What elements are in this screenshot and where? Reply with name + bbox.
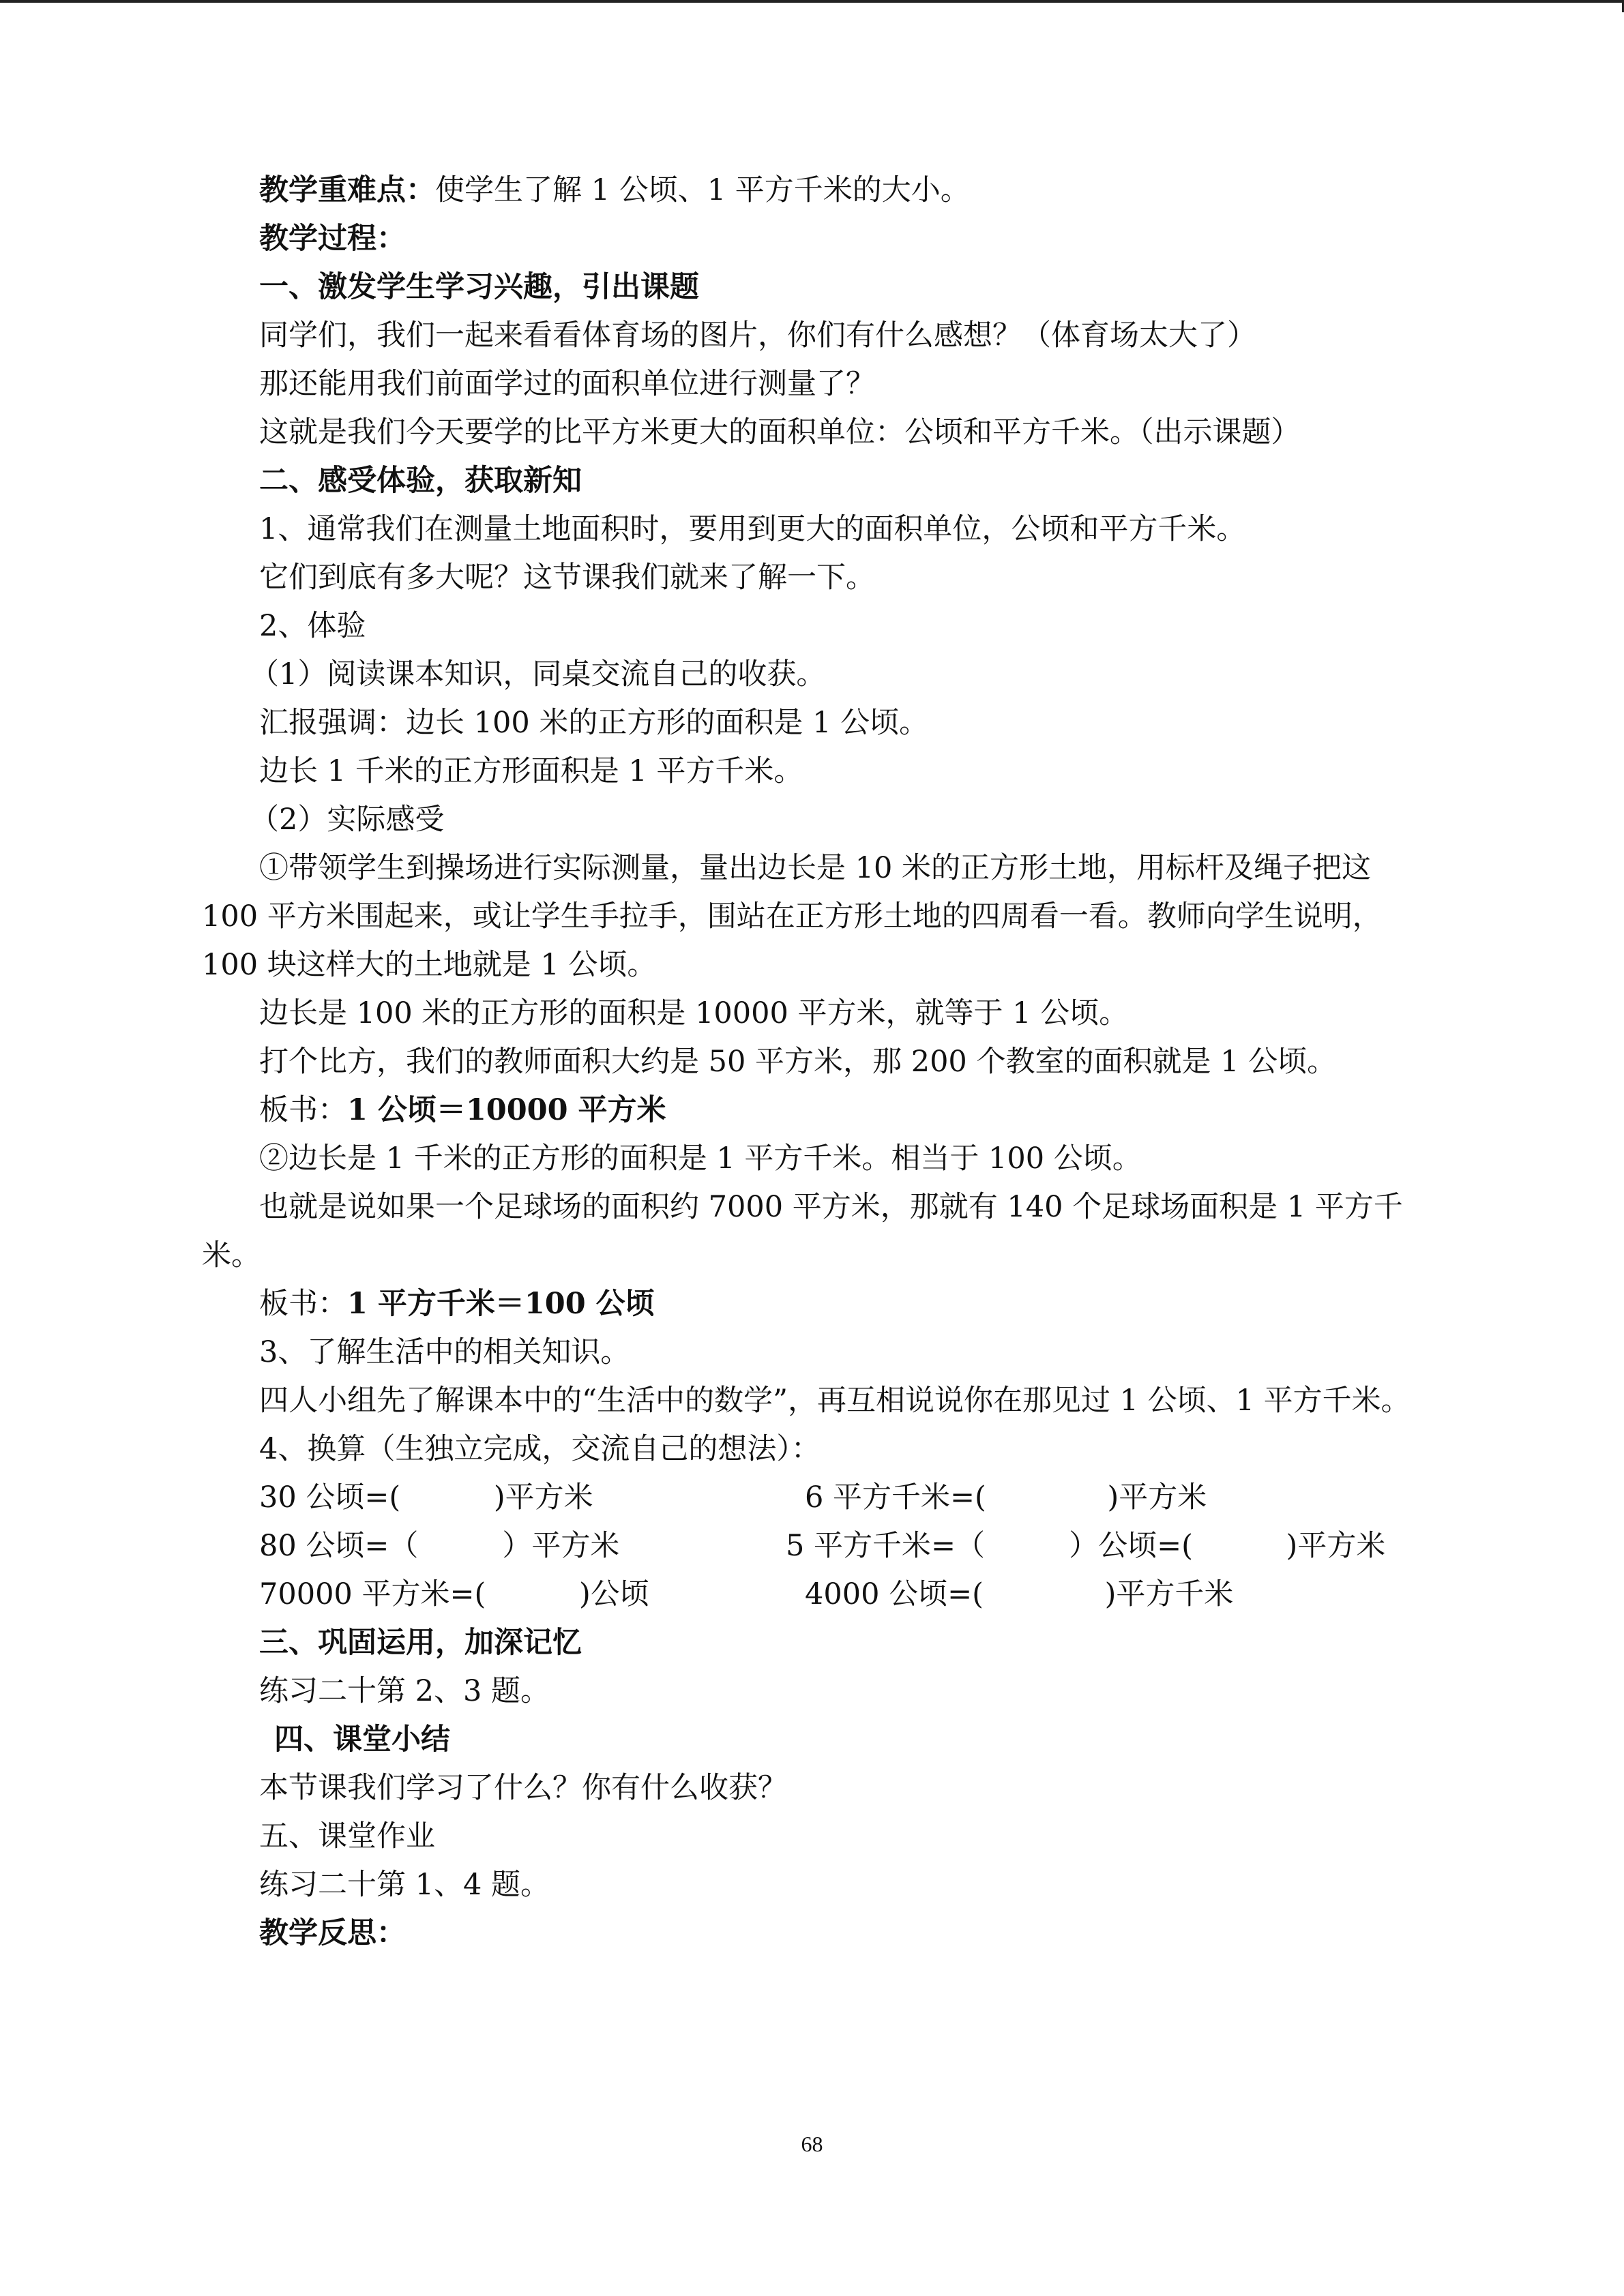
paragraph: （1）阅读课本知识，同桌交流自己的收获。 bbox=[250, 657, 826, 691]
section-heading-3: 三、巩固运用，加深记忆 bbox=[259, 1626, 582, 1660]
paragraph: 练习二十第 1、4 题。 bbox=[259, 1868, 550, 1902]
paragraph: 3、了解生活中的相关知识。 bbox=[259, 1335, 630, 1369]
paragraph: 2、体验 bbox=[259, 609, 366, 643]
exercise-row bbox=[202, 1522, 1434, 1570]
paragraph: （2）实际感受 bbox=[250, 803, 445, 837]
exercise-item: 70000 平方米=( )公顷 bbox=[259, 1577, 649, 1611]
paragraph: 汇报强调：边长 100 米的正方形的面积是 1 公顷。 bbox=[259, 706, 929, 740]
section-heading-2: 二、感受体验，获取新知 bbox=[259, 464, 582, 498]
board-note-1: 板书：1 公顷＝10000 平方米 bbox=[259, 1093, 666, 1127]
paragraph: 同学们，我们一起来看看体育场的图片，你们有什么感想？（体育场太大了） bbox=[259, 318, 1256, 353]
paragraph: 四人小组先了解课本中的“生活中的数学”，再互相说说你在那见过 1 公顷、1 平方千米。 bbox=[259, 1384, 1411, 1418]
paragraph: 那还能用我们前面学过的面积单位进行测量了？ bbox=[259, 367, 875, 401]
exercise-item: 80 公顷=（ ）平方米 bbox=[259, 1529, 620, 1563]
exercise-item: 4000 公顷=( )平方千米 bbox=[805, 1577, 1234, 1611]
key-points: 教学重难点：使学生了解 1 公顷、1 平方千米的大小。 bbox=[259, 173, 970, 207]
exercise-item: 5 平方千米=（ ）公顷=( )平方米 bbox=[786, 1529, 1386, 1563]
paragraph: 它们到底有多大呢？这节课我们就来了解一下。 bbox=[259, 561, 875, 595]
board-note-2: 板书：1 平方千米＝100 公顷 bbox=[259, 1287, 655, 1321]
paragraph: 边长 1 千米的正方形面积是 1 平方千米。 bbox=[259, 754, 803, 788]
top-border-line bbox=[0, 0, 1624, 3]
exercise-item: 30 公顷=( )平方米 bbox=[259, 1480, 593, 1515]
reflection-heading: 教学反思： bbox=[259, 1916, 406, 1950]
paragraph: 4、换算（生独立完成，交流自己的想法）： bbox=[259, 1432, 821, 1466]
page-number: 68 bbox=[801, 2132, 823, 2156]
exercise-row bbox=[202, 1474, 1434, 1522]
paragraph: ①带领学生到操场进行实际测量，量出边长是 10 米的正方形土地，用标杆及绳子把这 100 平方米围起来，或让学生手拉手，围站在正方形土地的四周看一看。教师向学生说明，100 块这样大的土地就是 1 公顷。 bbox=[202, 851, 1382, 982]
process-heading: 教学过程： bbox=[259, 222, 406, 256]
paragraph: 边长是 100 米的正方形的面积是 10000 平方米，就等于 1 公顷。 bbox=[259, 996, 1129, 1030]
paragraph: 1、通常我们在测量土地面积时，要用到更大的面积单位，公顷和平方千米。 bbox=[259, 512, 1246, 546]
section-heading-5: 五、课堂作业 bbox=[259, 1819, 435, 1853]
paragraph: 练习二十第 2、3 题。 bbox=[259, 1674, 550, 1708]
lesson-body bbox=[202, 166, 1434, 1958]
paragraph: 这就是我们今天要学的比平方米更大的面积单位：公顷和平方千米。（出示课题） bbox=[259, 415, 1301, 449]
exercise-item: 6 平方千米=( )平方米 bbox=[805, 1480, 1207, 1515]
paragraph: 也就是说如果一个足球场的面积约 7000 平方米，那就有 140 个足球场面积是 1 平方千米。 bbox=[202, 1190, 1403, 1272]
paragraph: 本节课我们学习了什么？你有什么收获？ bbox=[259, 1771, 787, 1805]
section-heading-1: 一、激发学生学习兴趣，引出课题 bbox=[259, 270, 699, 304]
paragraph: ②边长是 1 千米的正方形的面积是 1 平方千米。相当于 100 公顷。 bbox=[259, 1142, 1142, 1176]
exercise-row bbox=[202, 1570, 1434, 1619]
section-heading-4: 四、课堂小结 bbox=[274, 1723, 450, 1757]
paragraph: 打个比方，我们的教师面积大约是 50 平方米，那 200 个教室的面积就是 1 公顷。 bbox=[259, 1045, 1337, 1079]
